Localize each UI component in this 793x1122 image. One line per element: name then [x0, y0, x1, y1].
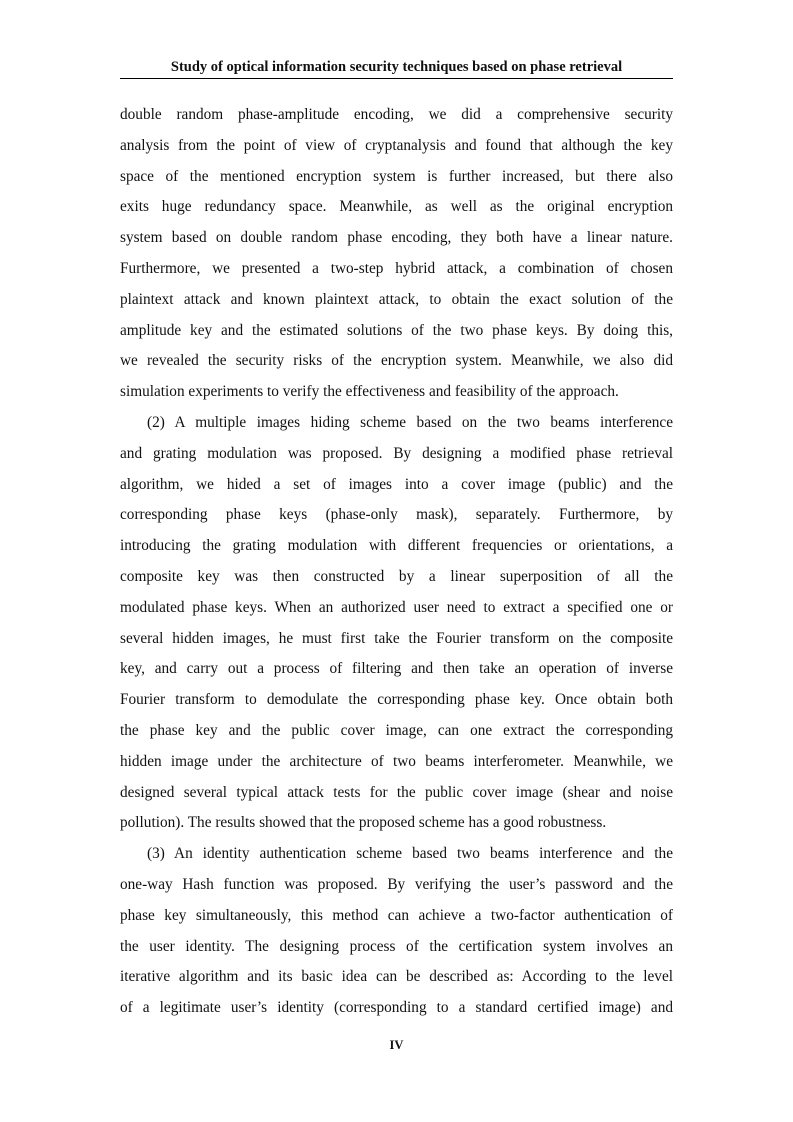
text-line: we revealed the security risks of the encryption system. Meanwhile, we also did: [120, 352, 673, 370]
text-line: (3) An identity authentication scheme based two beams interference and the: [147, 845, 673, 863]
text-line: composite key was then constructed by a linear superposition of all the: [120, 567, 673, 585]
text-line: exits huge redundancy space. Meanwhile, as well as the original encryption: [120, 198, 673, 216]
text-line: key, and carry out a process of filtering and then take an operation of inverse: [120, 660, 673, 678]
running-header: Study of optical information security techniques based on phase retrieval: [170, 59, 623, 75]
text-line: phase key simultaneously, this method can achieve a two-factor authentication of: [120, 906, 673, 924]
paragraph-2: [120, 408, 673, 839]
text-line: modulated phase keys. When an authorized user need to extract a specified one or: [120, 598, 673, 616]
text-line: pollution). The results showed that the proposed scheme has a good robustness.: [120, 814, 607, 832]
text-line: and grating modulation was proposed. By designing a modified phase retrieval: [120, 444, 673, 462]
text-line: analysis from the point of view of cryptanalysis and found that although the key: [120, 136, 673, 154]
text-line: simulation experiments to verify the effectiveness and feasibility of the approach.: [120, 383, 619, 401]
text-line: hidden image under the architecture of two beams interferometer. Meanwhile, we: [120, 752, 673, 770]
text-line: space of the mentioned encryption system is further increased, but there also: [120, 167, 673, 185]
body-text: [120, 100, 673, 1024]
text-line: plaintext attack and known plaintext attack, to obtain the exact solution of the: [120, 290, 673, 308]
text-line: introducing the grating modulation with different frequencies or orientations, a: [120, 537, 673, 555]
text-line: amplitude key and the estimated solutions of the two phase keys. By doing this,: [120, 321, 673, 339]
text-line: system based on double random phase encoding, they both have a linear nature.: [120, 229, 673, 247]
text-line: corresponding phase keys (phase-only mask), separately. Furthermore, by: [120, 506, 673, 524]
text-line: double random phase-amplitude encoding, we did a comprehensive security: [120, 106, 673, 123]
text-line: iterative algorithm and its basic idea can be described as: According to the level: [120, 968, 673, 986]
text-line: the phase key and the public cover image, can one extract the corresponding: [120, 721, 673, 739]
header-rule: [120, 78, 673, 79]
text-line: of a legitimate user’s identity (corresponding to a standard certified image) and: [120, 999, 673, 1017]
text-line: Furthermore, we presented a two-step hybrid attack, a combination of chosen: [120, 259, 673, 277]
text-line: (2) A multiple images hiding scheme based on the two beams interference: [147, 413, 673, 431]
text-line: one-way Hash function was proposed. By verifying the user’s password and the: [120, 875, 673, 893]
text-line: several hidden images, he must first take the Fourier transform on the composite: [120, 629, 673, 647]
page-number: IV: [389, 1038, 404, 1052]
text-line: Fourier transform to demodulate the corresponding phase key. Once obtain both: [120, 691, 673, 709]
text-line: the user identity. The designing process of the certification system involves an: [120, 937, 673, 955]
paragraph-1: [120, 100, 673, 408]
text-line: designed several typical attack tests for the public cover image (shear and noise: [120, 783, 673, 801]
paragraph-3: [120, 839, 673, 1024]
text-line: algorithm, we hided a set of images into a cover image (public) and the: [120, 475, 673, 493]
